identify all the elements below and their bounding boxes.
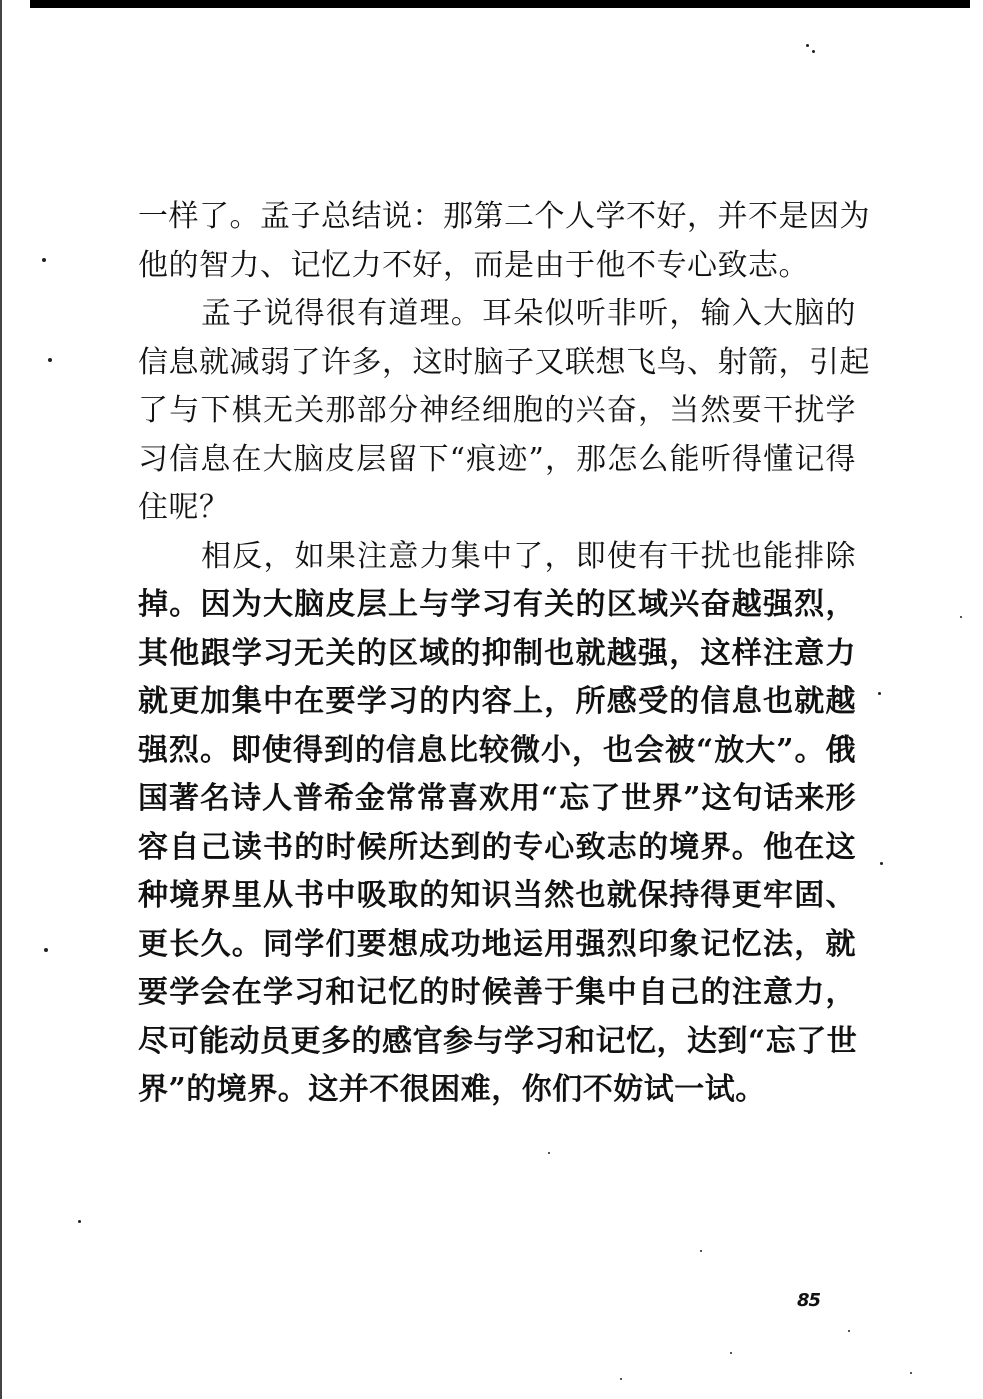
text-line: 信息就减弱了许多，这时脑子又联想飞鸟、射箭，引起 [138, 344, 870, 380]
text-line: 更长久。同学们要想成功地运用强烈印象记忆法，就 [138, 926, 856, 962]
page-number: 85 [797, 1290, 821, 1311]
scan-speck [78, 1220, 81, 1223]
text-line: 掉。因为大脑皮层上与学习有关的区域兴奋越强烈， [138, 587, 856, 622]
text-line: 尽可能动员更多的感官参与学习和记忆，达到“忘了世 [138, 1023, 858, 1059]
scan-speck [880, 862, 883, 865]
text-line: 一样了。孟子总结说：那第二个人学不好，并不是因为 [138, 199, 870, 234]
scan-speck [42, 258, 46, 262]
scan-speck [812, 50, 815, 53]
text-line: 强烈。即使得到的信息比较微小，也会被“放大”。俄 [138, 732, 856, 768]
scan-speck [548, 1152, 550, 1154]
body-text [138, 193, 870, 1115]
text-line: 相反，如果注意力集中了，即使有干扰也能排除 [201, 538, 856, 574]
text-line: 就更加集中在要学习的内容上，所感受的信息也就越 [138, 684, 856, 719]
scan-speck [730, 1352, 732, 1354]
text-line: 国著名诗人普希金常常喜欢用“忘了世界”这句话来形 [138, 781, 856, 816]
text-line: 了与下棋无关那部分神经细胞的兴奋，当然要干扰学 [138, 393, 856, 428]
text-line: 住呢？ [138, 490, 230, 525]
text-line: 习信息在大脑皮层留下“痕迹”，那怎么能听得懂记得 [138, 441, 856, 477]
scan-speck [48, 358, 52, 362]
text-line: 界”的境界。这并不很困难，你们不妨试一试。 [138, 1072, 766, 1107]
top-rule [30, 0, 970, 8]
text-line: 他的智力、记忆力不好，而是由于他不专心致志。 [138, 247, 809, 283]
scan-speck [910, 1372, 912, 1374]
text-line: 要学会在学习和记忆的时候善于集中自己的注意力， [138, 975, 856, 1010]
text-line: 容自己读书的时候所达到的专心致志的境界。他在这 [138, 829, 856, 865]
text-line: 种境界里从书中吸取的知识当然也就保持得更牢固、 [138, 878, 856, 913]
scan-speck [960, 616, 962, 618]
text-line: 其他跟学习无关的区域的抑制也就越强，这样注意力 [138, 635, 856, 671]
scan-speck [620, 1378, 622, 1380]
scan-speck [700, 1250, 702, 1252]
scan-speck [878, 692, 881, 695]
scan-speck [806, 44, 809, 47]
scan-left-edge [0, 0, 2, 1399]
text-line: 孟子说得很有道理。耳朵似听非听，输入大脑的 [201, 296, 856, 331]
scan-speck [44, 948, 48, 952]
scan-speck [848, 1330, 850, 1332]
